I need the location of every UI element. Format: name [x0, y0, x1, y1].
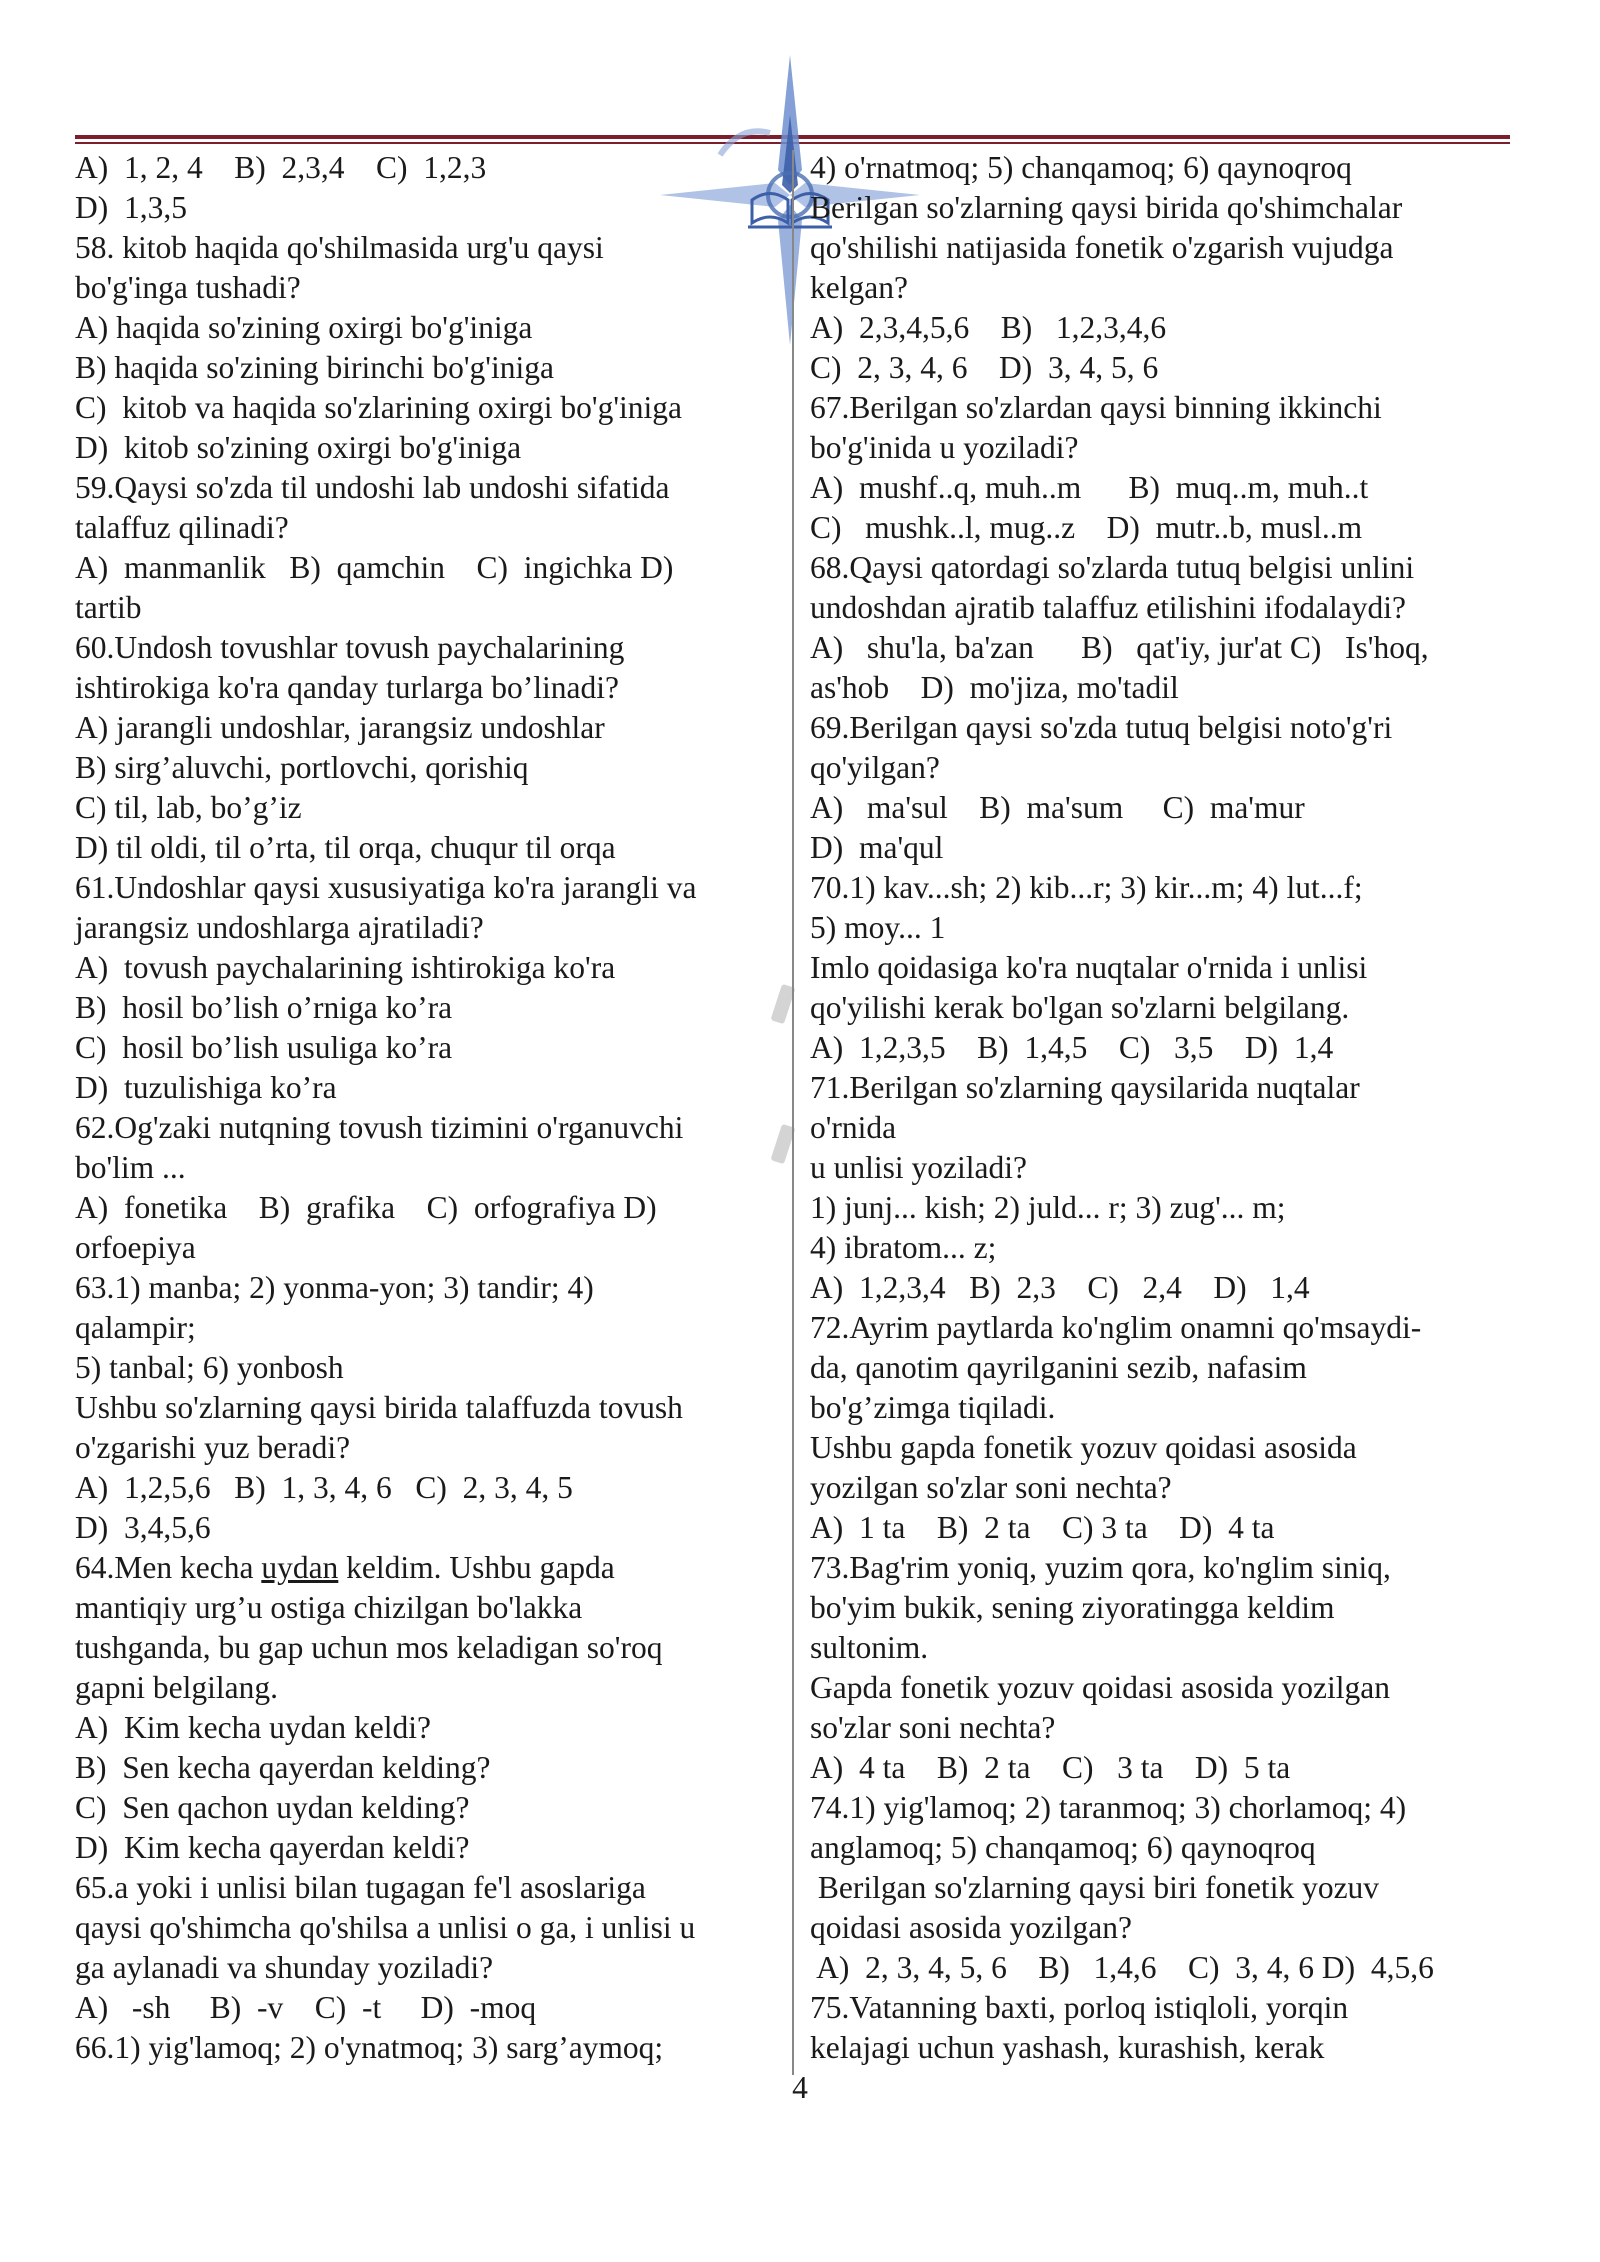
text-line: bo'yim bukik, sening ziyoratingga keldim [810, 1590, 1335, 1625]
text-line: bo'g'inida u yoziladi? [810, 430, 1079, 465]
right-column [810, 148, 1510, 2068]
text-line: A) tovush paychalarining ishtirokiga ko'ra [75, 950, 616, 985]
text-line: A) 1, 2, 4 B) 2,3,4 C) 1,2,3 [75, 150, 487, 185]
text-line: Ushbu gapda fonetik yozuv qoidasi asosida [810, 1430, 1357, 1465]
text-line: 64.Men kecha uydan keldim. Ushbu gapda [75, 1550, 615, 1585]
text-line: A) 2,3,4,5,6 B) 1,2,3,4,6 [810, 310, 1167, 345]
text-line: so'zlar soni nechta? [810, 1710, 1056, 1745]
text-line: B) Sen kecha qayerdan kelding? [75, 1750, 491, 1785]
text-line: 68.Qaysi qatordagi so'zlarda tutuq belgisi unlini [810, 550, 1415, 585]
text-line: qoidasi asosida yozilgan? [810, 1910, 1132, 1945]
text-line: as'hob D) mo'jiza, mo'tadil [810, 670, 1179, 705]
text-line: D) 3,4,5,6 [75, 1510, 211, 1545]
text-line: A) 2, 3, 4, 5, 6 B) 1,4,6 C) 3, 4, 6 D) 4,5,6 [810, 1950, 1434, 1985]
text-line: C) Sen qachon uydan kelding? [75, 1790, 470, 1825]
text-line: bo'g’zimga tiqiladi. [810, 1390, 1056, 1425]
text-line: jarangsiz undoshlarga ajratiladi? [75, 910, 484, 945]
text-line: o'zgarishi yuz beradi? [75, 1430, 351, 1465]
text-line: qalampir; [75, 1310, 196, 1345]
text-line: orfoepiya [75, 1230, 196, 1265]
text-line: o'rnida [810, 1110, 897, 1145]
text-line: mantiqiy urg’u ostiga chizilgan bo'lakka [75, 1590, 583, 1625]
text-line: ishtirokiga ko'ra qanday turlarga bo’linadi? [75, 670, 619, 705]
text-line: A) fonetika B) grafika C) orfografiya D) [75, 1190, 657, 1225]
text-line: kelgan? [810, 270, 908, 305]
text-line: 59.Qaysi so'zda til undoshi lab undoshi sifatida [75, 470, 670, 505]
text-line: anglamoq; 5) chanqamoq; 6) qaynoqroq [810, 1830, 1316, 1865]
text-line: B) hosil bo’lish o’rniga ko’ra [75, 990, 453, 1025]
text-line: Berilgan so'zlarning qaysi birida qo'shimchalar [810, 190, 1403, 225]
text-line: ga aylanadi va shunday yoziladi? [75, 1950, 494, 1985]
text-line: 60.Undosh tovushlar tovush paychalarining [75, 630, 625, 665]
text-line: 72.Ayrim paytlarda ko'nglim onamni qo'msaydi- [810, 1310, 1422, 1345]
text-line: C) 2, 3, 4, 6 D) 3, 4, 5, 6 [810, 350, 1159, 385]
text-line: 4) o'rnatmoq; 5) chanqamoq; 6) qaynoqroq [810, 150, 1352, 185]
text-line: D) ma'qul [810, 830, 944, 865]
text-line: A) -sh B) -v C) -t D) -moq [75, 1990, 537, 2025]
text-line: qo'shilishi natijasida fonetik o'zgarish vujudga [810, 230, 1394, 265]
text-line: sultonim. [810, 1630, 929, 1665]
text-line: 63.1) manba; 2) yonma-yon; 3) tandir; 4) [75, 1270, 594, 1305]
text-line: C) hosil bo’lish usuliga ko’ra [75, 1030, 453, 1065]
text-line: A) manmanlik B) qamchin C) ingichka D) [75, 550, 674, 585]
text-line: 74.1) yig'lamoq; 2) taranmoq; 3) chorlamoq; 4) [810, 1790, 1407, 1825]
text-line: 65.a yoki i unlisi bilan tugagan fe'l asoslariga [75, 1870, 646, 1905]
text-line: bo'lim ... [75, 1150, 186, 1185]
text-line: A) 1,2,5,6 B) 1, 3, 4, 6 C) 2, 3, 4, 5 [75, 1470, 573, 1505]
underlined-word: uydan [261, 1550, 339, 1585]
text-line: tartib [75, 590, 142, 625]
text-line: gapni belgilang. [75, 1670, 278, 1705]
text-line: D) tuzulishiga ko’ra [75, 1070, 337, 1105]
text-line: 75.Vatanning baxti, porloq istiqloli, yorqin [810, 1990, 1349, 2025]
text-line: B) haqida so'zining birinchi bo'g'iniga [75, 350, 554, 385]
text-line: talaffuz qilinadi? [75, 510, 289, 545]
column-divider [792, 150, 794, 2075]
text-line: 4) ibratom... z; [810, 1230, 997, 1265]
text-line: A) shu'la, ba'zan B) qat'iy, jur'at C) Is'hoq, [810, 630, 1429, 665]
text-line: A) Kim kecha uydan keldi? [75, 1710, 432, 1745]
text-line: bo'g'inga tushadi? [75, 270, 301, 305]
page-number: 4 [792, 2070, 808, 2105]
text-line: A) jarangli undoshlar, jarangsiz undoshlar [75, 710, 605, 745]
text-line: A) 4 ta B) 2 ta C) 3 ta D) 5 ta [810, 1750, 1291, 1785]
text-line: A) ma'sul B) ma'sum C) ma'mur [810, 790, 1305, 825]
text-line: 62.Og'zaki nutqning tovush tizimini o'rganuvchi [75, 1110, 684, 1145]
text-line: tushganda, bu gap uchun mos keladigan so'roq [75, 1630, 663, 1665]
text-line: D) Kim kecha qayerdan keldi? [75, 1830, 470, 1865]
text-line: 1) junj... kish; 2) juld... r; 3) zug'... m; [810, 1190, 1286, 1225]
text-line: 61.Undoshlar qaysi xususiyatiga ko'ra jarangli va [75, 870, 697, 905]
text-line: 73.Bag'rim yoniq, yuzim qora, ko'nglim siniq, [810, 1550, 1391, 1585]
text-line: da, qanotim qayrilganini sezib, nafasim [810, 1350, 1307, 1385]
text-line: 58. kitob haqida qo'shilmasida urg'u qaysi [75, 230, 604, 265]
text-line: 67.Berilgan so'zlardan qaysi binning ikkinchi [810, 390, 1382, 425]
text-line: C) til, lab, bo’g’iz [75, 790, 302, 825]
text-line: qaysi qo'shimcha qo'shilsa a unlisi o ga, i unlisi u [75, 1910, 696, 1945]
text-line: yozilgan so'zlar soni nechta? [810, 1470, 1172, 1505]
text-line: qo'yilgan? [810, 750, 940, 785]
text-line: A) haqida so'zining oxirgi bo'g'iniga [75, 310, 533, 345]
text-line: 5) moy... 1 [810, 910, 946, 945]
text-line: D) kitob so'zining oxirgi bo'g'iniga [75, 430, 522, 465]
text-line: A) 1,2,3,4 B) 2,3 C) 2,4 D) 1,4 [810, 1270, 1310, 1305]
text-line: u unlisi yoziladi? [810, 1150, 1027, 1185]
text-line: A) mushf..q, muh..m B) muq..m, muh..t [810, 470, 1369, 505]
text-line: 70.1) kav...sh; 2) kib...r; 3) kir...m; 4) lut...f; [810, 870, 1363, 905]
text-line: A) 1 ta B) 2 ta C) 3 ta D) 4 ta [810, 1510, 1275, 1545]
text-line: D) til oldi, til o’rta, til orqa, chuqur til orqa [75, 830, 616, 865]
text-line: 69.Berilgan qaysi so'zda tutuq belgisi noto'g'ri [810, 710, 1393, 745]
text-line: undoshdan ajratib talaffuz etilishini ifodalaydi? [810, 590, 1406, 625]
text-line: qo'yilishi kerak bo'lgan so'zlarni belgilang. [810, 990, 1350, 1025]
text-line: kelajagi uchun yashash, kurashish, kerak [810, 2030, 1325, 2065]
text-line: 71.Berilgan so'zlarning qaysilarida nuqtalar [810, 1070, 1360, 1105]
text-line: Gapda fonetik yozuv qoidasi asosida yozilgan [810, 1670, 1390, 1705]
left-column [75, 148, 787, 2068]
text-line: B) sirg’aluvchi, portlovchi, qorishiq [75, 750, 529, 785]
text-line: Imlo qoidasiga ko'ra nuqtalar o'rnida i unlisi [810, 950, 1368, 985]
text-line: C) mushk..l, mug..z D) mutr..b, musl..m [810, 510, 1363, 545]
text-line: Ushbu so'zlarning qaysi birida talaffuzda tovush [75, 1390, 683, 1425]
text-line: 5) tanbal; 6) yonbosh [75, 1350, 344, 1385]
text-line: C) kitob va haqida so'zlarining oxirgi bo'g'iniga [75, 390, 682, 425]
text-line: 66.1) yig'lamoq; 2) o'ynatmoq; 3) sarg’aymoq; [75, 2030, 664, 2065]
text-line: Berilgan so'zlarning qaysi biri fonetik yozuv [810, 1870, 1380, 1905]
text-line: D) 1,3,5 [75, 190, 187, 225]
text-line: A) 1,2,3,5 B) 1,4,5 C) 3,5 D) 1,4 [810, 1030, 1334, 1065]
